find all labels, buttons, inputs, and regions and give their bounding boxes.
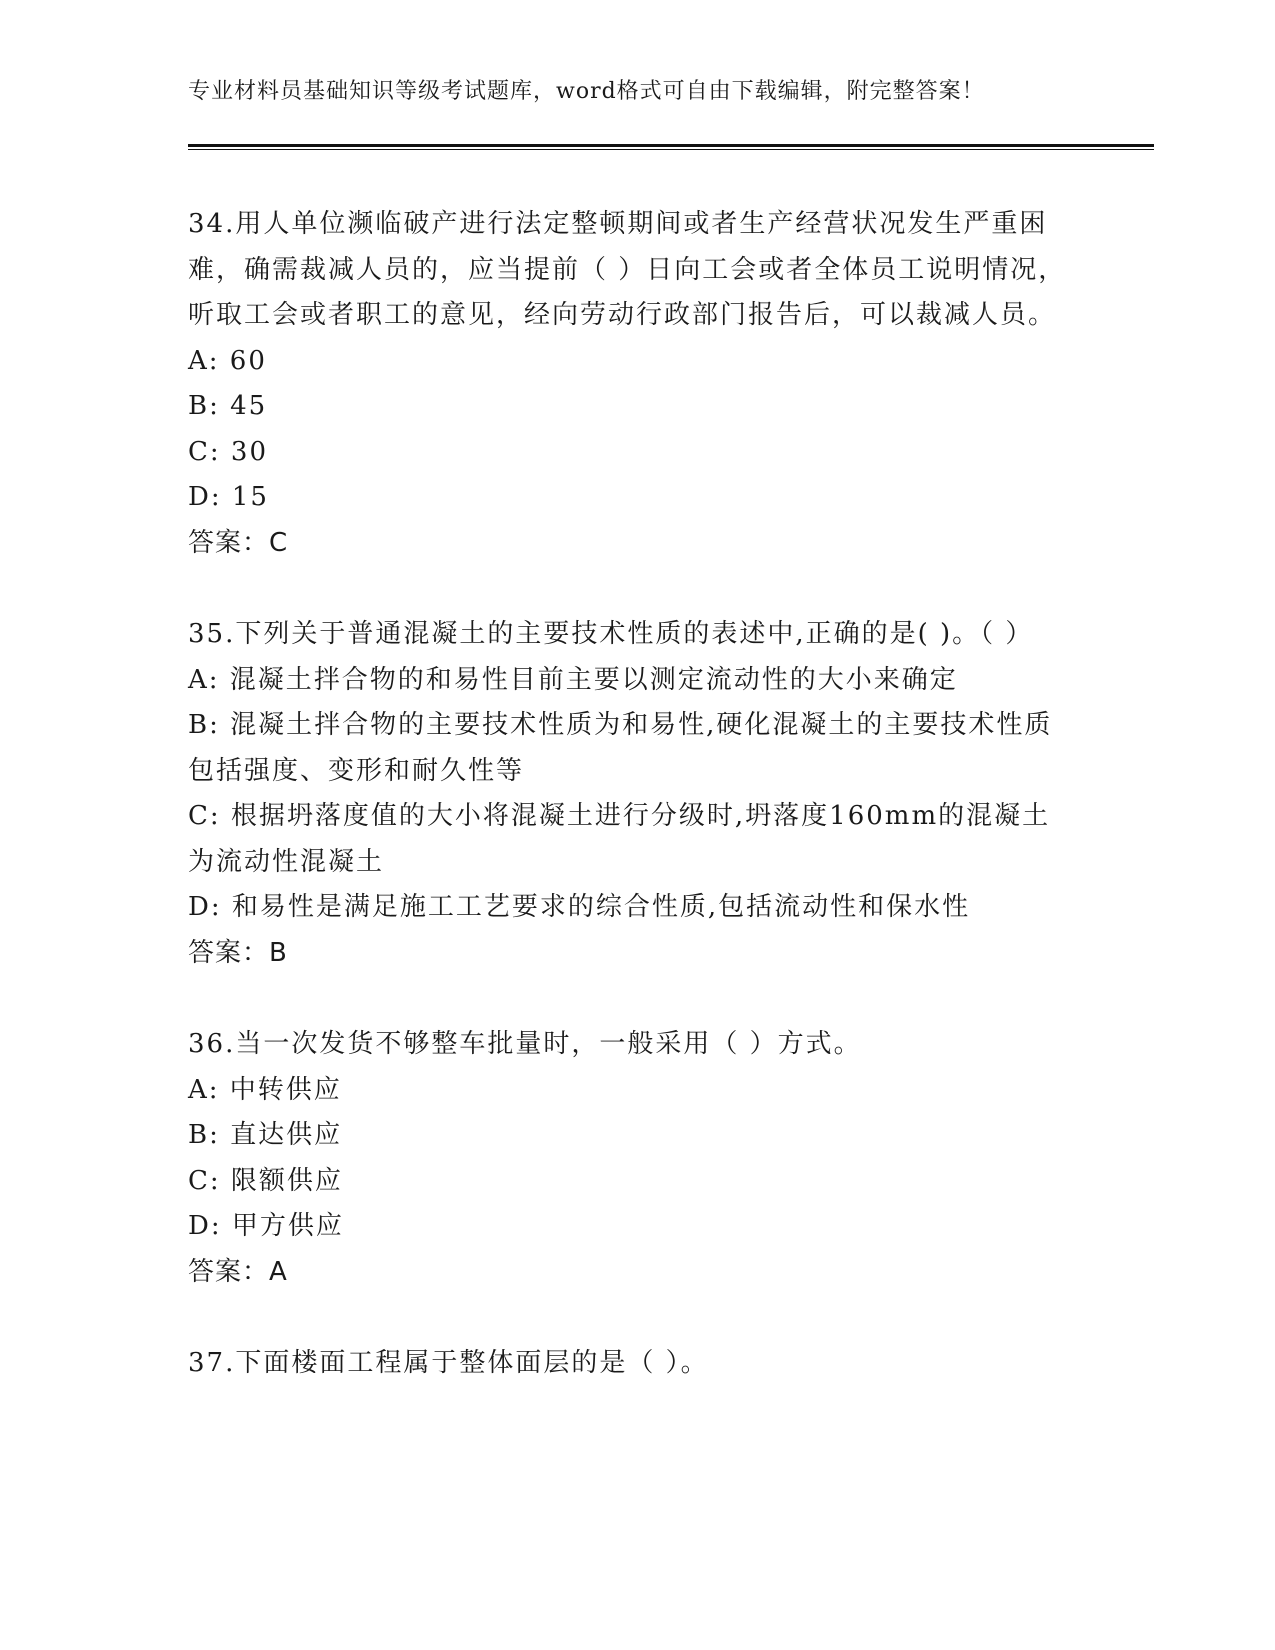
option-d: D: 甲方供应	[188, 1211, 344, 1241]
option-a: A: 中转供应	[188, 1074, 342, 1105]
page-header: 专业材料员基础知识等级考试题库，word格式可自由下载编辑，附完整答案！	[188, 79, 985, 104]
answer	[188, 1250, 1068, 1296]
option-d: D: 15	[188, 482, 269, 512]
answer-value: C	[269, 527, 289, 558]
question-list	[188, 202, 1068, 1433]
answer-value: B	[269, 937, 288, 968]
option-a: A: 混凝土拌合物的和易性目前主要以测定流动性的大小来确定	[188, 664, 958, 695]
question-text: 36.当一次发货不够整车批量时，一般采用（ ）方式。	[188, 1029, 862, 1059]
option-c: C: 限额供应	[188, 1165, 343, 1196]
option-b: B: 混凝土拌合物的主要技术性质为和易性,硬化混凝土的主要技术性质包括强度、变形和耐久性等	[188, 710, 1053, 786]
answer-label: 答案：	[188, 1256, 270, 1287]
question-35	[188, 612, 1068, 976]
question-37	[188, 1341, 1068, 1387]
question-text: 34.用人单位濒临破产进行法定整顿期间或者生产经营状况发生严重困难，确需裁减人员的，应当提前（ ）日向工会或者全体员工说明情况，听取工会或者职工的意见，经向劳动行政部门报告后，可以裁减人员。	[188, 209, 1067, 330]
option-c: C: 30	[188, 436, 269, 467]
answer-value: A	[269, 1256, 288, 1287]
option-a: A: 60	[188, 345, 267, 376]
option-c: C: 根据坍落度值的大小将混凝土进行分级时,坍落度160mm的混凝土为流动性混凝土	[188, 801, 1051, 877]
option-d: D: 和易性是满足施工工艺要求的综合性质,包括流动性和保水性	[188, 892, 971, 922]
answer-label: 答案：	[188, 937, 270, 968]
question-36	[188, 1022, 1068, 1295]
answer	[188, 521, 1068, 567]
question-34	[188, 202, 1068, 566]
question-text: 37.下面楼面工程属于整体面层的是（ ）。	[188, 1348, 709, 1378]
answer-label: 答案：	[188, 527, 270, 558]
header-divider	[188, 144, 1154, 150]
option-b: B: 45	[188, 391, 268, 421]
answer	[188, 931, 1068, 977]
question-text: 35.下列关于普通混凝土的主要技术性质的表述中,正确的是( )。（ ）	[188, 619, 1034, 649]
option-b: B: 直达供应	[188, 1120, 343, 1150]
